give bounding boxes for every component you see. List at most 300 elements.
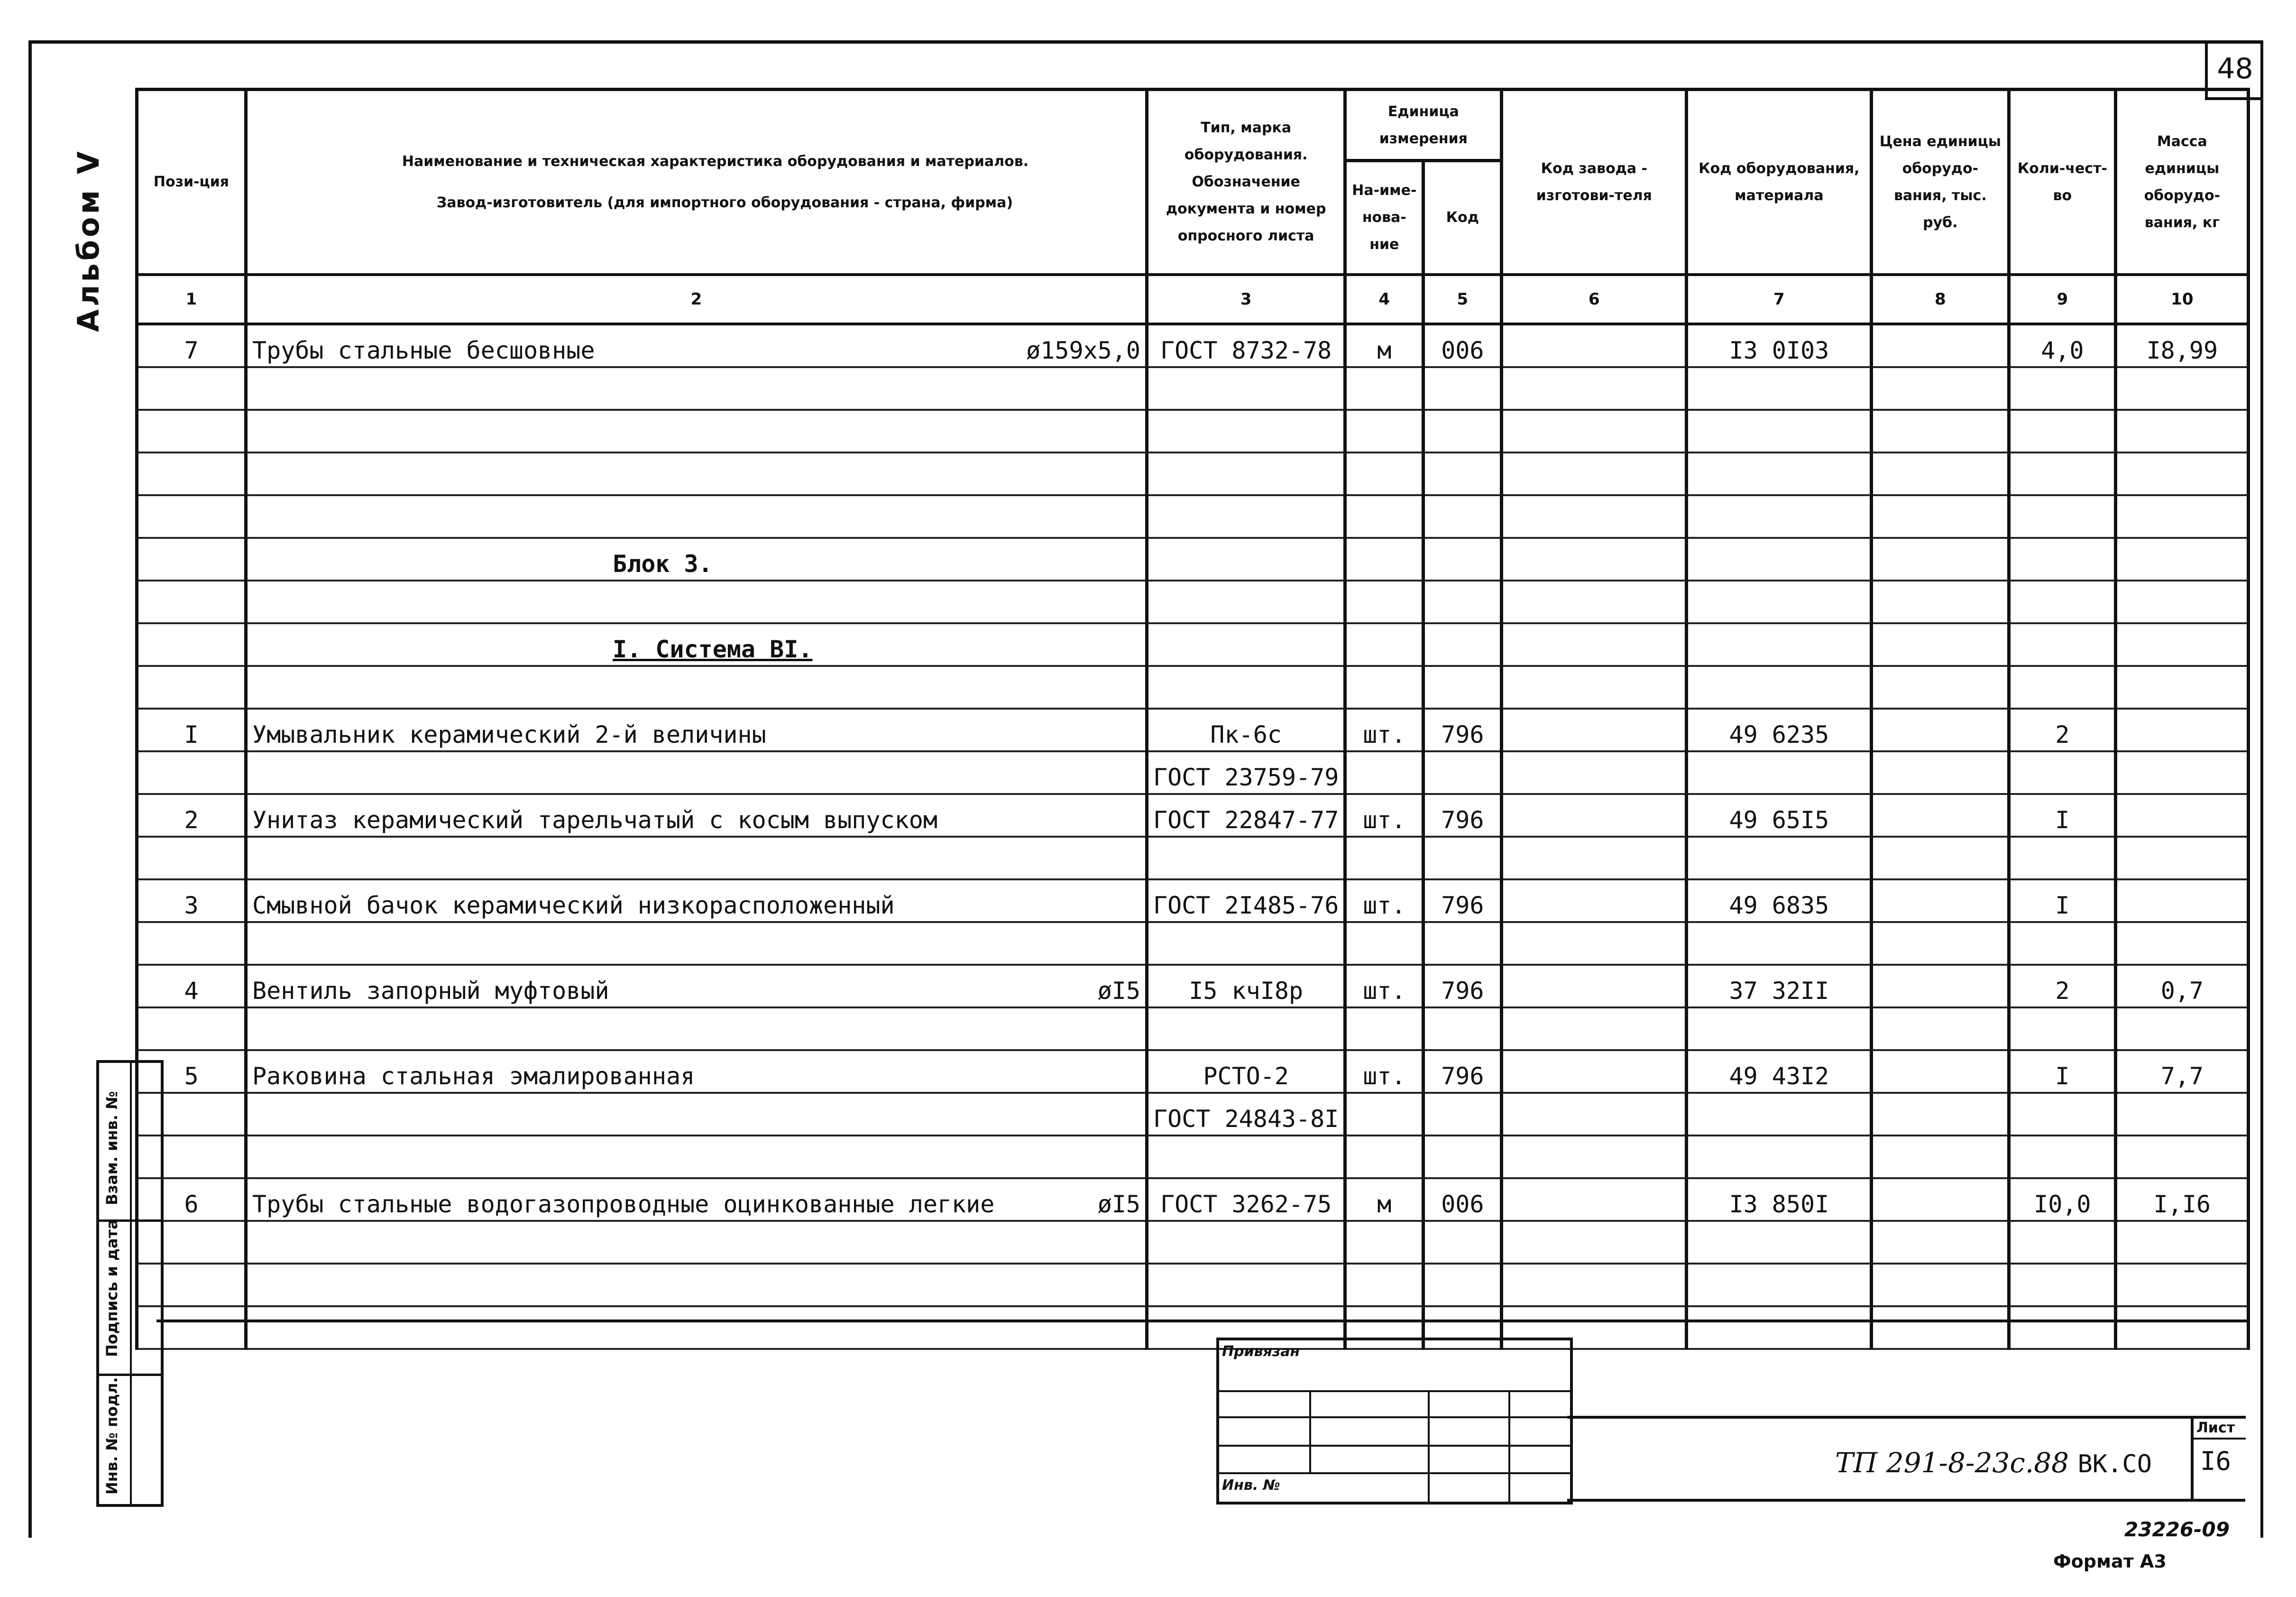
row-position: 4 — [137, 965, 246, 1007]
column-number: 4 — [1345, 275, 1424, 324]
row-factory-code — [1502, 410, 1687, 452]
table-row — [137, 538, 2249, 581]
table-row — [137, 837, 2249, 879]
row-mass — [2116, 410, 2249, 452]
row-price — [1872, 965, 2009, 1007]
row-unit-code: 796 — [1424, 794, 1502, 837]
table-row — [137, 879, 2249, 922]
row-unit: шт. — [1345, 794, 1424, 837]
row-factory-code — [1502, 879, 1687, 922]
row-position — [137, 538, 246, 581]
row-equipment-code: 49 43I2 — [1687, 1050, 1872, 1093]
row-name — [246, 965, 1147, 1007]
row-equipment-code: 37 32II — [1687, 965, 1872, 1007]
inv-no-label: Инв. № — [1222, 1477, 1280, 1494]
stamp-row-line — [1219, 1416, 1570, 1418]
row-factory-code — [1502, 452, 1687, 495]
row-name — [246, 623, 1147, 666]
table-row — [137, 581, 2249, 623]
row-mass: 0,7 — [2116, 965, 2249, 1007]
row-factory-code — [1502, 538, 1687, 581]
table-row — [137, 1264, 2249, 1306]
row-unit-code — [1424, 1007, 1502, 1050]
approval-sidebar — [96, 1060, 164, 1507]
column-number: 10 — [2116, 275, 2249, 324]
row-factory-code — [1502, 1135, 1687, 1178]
table-row — [137, 794, 2249, 837]
row-doc — [1147, 410, 1345, 452]
row-position — [137, 623, 246, 666]
row-factory-code — [1502, 751, 1687, 794]
row-unit-code — [1424, 581, 1502, 623]
row-name — [246, 1050, 1147, 1093]
specification-table-wrap — [135, 88, 2250, 1350]
row-factory-code — [1502, 1050, 1687, 1093]
header-unit-code: Код — [1424, 161, 1502, 275]
table-row — [137, 709, 2249, 751]
row-name — [246, 922, 1147, 965]
row-name — [246, 794, 1147, 837]
row-unit: м — [1345, 1178, 1424, 1221]
row-equipment-code — [1687, 922, 1872, 965]
row-doc — [1147, 452, 1345, 495]
row-unit-code — [1424, 1093, 1502, 1135]
row-price — [1872, 751, 2009, 794]
row-price — [1872, 1135, 2009, 1178]
row-doc — [1147, 922, 1345, 965]
row-position — [137, 581, 246, 623]
table-row — [137, 452, 2249, 495]
row-unit-code — [1424, 495, 1502, 538]
row-mass — [2116, 1007, 2249, 1050]
row-mass — [2116, 666, 2249, 709]
row-equipment-code — [1687, 1306, 1872, 1349]
row-name — [246, 751, 1147, 794]
table-row — [137, 922, 2249, 965]
row-doc: ГОСТ 8732-78 — [1147, 324, 1345, 367]
row-name — [246, 879, 1147, 922]
row-price — [1872, 538, 2009, 581]
row-equipment-code — [1687, 666, 1872, 709]
sidebar-divider — [130, 1063, 132, 1504]
row-unit-code — [1424, 410, 1502, 452]
row-name-text: Вентиль запорный муфтовый — [252, 977, 609, 1005]
row-equipment-code — [1687, 1221, 1872, 1264]
header-unit-price: Цена единицы оборудо-вания, тыс. руб. — [1872, 90, 2009, 275]
row-unit-code: 796 — [1424, 965, 1502, 1007]
row-doc — [1147, 837, 1345, 879]
row-quantity — [2009, 1221, 2116, 1264]
row-quantity — [2009, 1093, 2116, 1135]
row-mass — [2116, 1221, 2249, 1264]
column-number: 1 — [137, 275, 246, 324]
row-quantity — [2009, 1306, 2116, 1349]
row-unit-code: 796 — [1424, 879, 1502, 922]
row-equipment-code — [1687, 452, 1872, 495]
row-name-text: Трубы стальные бесшовные — [252, 336, 595, 364]
row-factory-code — [1502, 1178, 1687, 1221]
table-row — [137, 324, 2249, 367]
row-doc: I5 кчI8р — [1147, 965, 1345, 1007]
stamp-row-line — [1219, 1390, 1570, 1392]
row-price — [1872, 666, 2009, 709]
row-price — [1872, 922, 2009, 965]
row-mass — [2116, 922, 2249, 965]
sidebar-sign-date: Подпись и дата — [103, 1219, 121, 1357]
row-factory-code — [1502, 709, 1687, 751]
row-position: 2 — [137, 794, 246, 837]
row-unit-code: 006 — [1424, 1178, 1502, 1221]
row-unit — [1345, 1007, 1424, 1050]
row-quantity: 2 — [2009, 709, 2116, 751]
row-price — [1872, 1007, 2009, 1050]
row-quantity — [2009, 837, 2116, 879]
row-mass — [2116, 751, 2249, 794]
row-price — [1872, 1264, 2009, 1306]
row-unit — [1345, 623, 1424, 666]
row-equipment-code — [1687, 623, 1872, 666]
row-price — [1872, 623, 2009, 666]
table-row — [137, 1135, 2249, 1178]
stamp-col-line — [1508, 1390, 1510, 1502]
row-position: I — [137, 709, 246, 751]
row-name — [246, 1178, 1147, 1221]
row-name-text: Смывной бачок керамический низкорасположенный — [252, 891, 895, 919]
header-quantity: Коли-чест-во — [2009, 90, 2116, 275]
row-position — [137, 837, 246, 879]
title-block-stamp — [1216, 1338, 1573, 1505]
row-name-text: Трубы стальные водогазопроводные оцинкованные легкие — [252, 1190, 995, 1218]
row-unit-code — [1424, 666, 1502, 709]
row-unit — [1345, 581, 1424, 623]
table-row — [137, 1007, 2249, 1050]
row-price — [1872, 1221, 2009, 1264]
row-unit-code — [1424, 1264, 1502, 1306]
row-unit — [1345, 837, 1424, 879]
row-price — [1872, 367, 2009, 410]
row-equipment-code: 49 6835 — [1687, 879, 1872, 922]
row-equipment-code — [1687, 837, 1872, 879]
header-type-doc: Тип, марка оборудования. Обозначение документа и номер опросного листа — [1147, 90, 1345, 275]
row-price — [1872, 452, 2009, 495]
column-number: 8 — [1872, 275, 2009, 324]
table-row — [137, 965, 2249, 1007]
title-line — [1567, 1416, 2245, 1419]
title-line — [1567, 1499, 2245, 1502]
table-row — [137, 666, 2249, 709]
row-mass: I,I6 — [2116, 1178, 2249, 1221]
row-name — [246, 410, 1147, 452]
row-unit — [1345, 538, 1424, 581]
table-row — [137, 1093, 2249, 1135]
row-doc — [1147, 581, 1345, 623]
column-number: 2 — [246, 275, 1147, 324]
row-unit — [1345, 1093, 1424, 1135]
row-unit — [1345, 495, 1424, 538]
row-name — [246, 324, 1147, 367]
row-name-text: I. Система BI. — [613, 635, 813, 663]
row-unit — [1345, 1264, 1424, 1306]
row-quantity — [2009, 1264, 2116, 1306]
row-unit: шт. — [1345, 1050, 1424, 1093]
row-quantity — [2009, 452, 2116, 495]
row-unit-code — [1424, 922, 1502, 965]
row-position: 7 — [137, 324, 246, 367]
row-factory-code — [1502, 1221, 1687, 1264]
row-doc: РСТО-2 — [1147, 1050, 1345, 1093]
row-unit: шт. — [1345, 709, 1424, 751]
row-name — [246, 709, 1147, 751]
row-position — [137, 1007, 246, 1050]
archive-number: 23226-09 — [2124, 1518, 2230, 1541]
table-row — [137, 751, 2249, 794]
row-unit-code — [1424, 1221, 1502, 1264]
row-unit-code — [1424, 837, 1502, 879]
header-equipment-code: Код оборудования, материала — [1687, 90, 1872, 275]
page-number: 48 — [2205, 40, 2262, 100]
row-unit-code — [1424, 452, 1502, 495]
table-row — [137, 1221, 2249, 1264]
linked-label: Привязан — [1222, 1343, 1300, 1360]
row-name — [246, 495, 1147, 538]
row-mass — [2116, 1135, 2249, 1178]
table-bottom-line — [156, 1320, 2248, 1322]
album-label: Альбом V — [71, 148, 106, 332]
table-row — [137, 1306, 2249, 1349]
row-doc — [1147, 367, 1345, 410]
column-numbers-row — [137, 275, 2249, 324]
row-equipment-code — [1687, 367, 1872, 410]
row-unit — [1345, 1221, 1424, 1264]
row-mass — [2116, 581, 2249, 623]
row-position: 6 — [137, 1178, 246, 1221]
table-row — [137, 1050, 2249, 1093]
row-unit — [1345, 367, 1424, 410]
header-name — [246, 90, 1147, 275]
row-factory-code — [1502, 965, 1687, 1007]
row-quantity — [2009, 666, 2116, 709]
row-price — [1872, 879, 2009, 922]
row-unit — [1345, 666, 1424, 709]
row-unit-code: 796 — [1424, 1050, 1502, 1093]
row-quantity: 2 — [2009, 965, 2116, 1007]
row-unit-code: 006 — [1424, 324, 1502, 367]
row-position: 3 — [137, 879, 246, 922]
row-doc: ГОСТ 22847-77 — [1147, 794, 1345, 837]
row-mass — [2116, 495, 2249, 538]
row-mass — [2116, 879, 2249, 922]
row-equipment-code — [1687, 1264, 1872, 1306]
row-name — [246, 666, 1147, 709]
stamp-col-line — [1309, 1390, 1311, 1473]
row-dimension: ø159x5,0 — [1026, 336, 1140, 364]
header-unit-name: На-име-нова-ние — [1345, 161, 1424, 275]
column-number: 7 — [1687, 275, 1872, 324]
row-factory-code — [1502, 837, 1687, 879]
row-mass: 7,7 — [2116, 1050, 2249, 1093]
row-position — [137, 410, 246, 452]
row-quantity: I — [2009, 879, 2116, 922]
row-factory-code — [1502, 794, 1687, 837]
row-quantity — [2009, 751, 2116, 794]
stamp-row-line — [1219, 1472, 1570, 1474]
row-unit-code: 796 — [1424, 709, 1502, 751]
row-unit — [1345, 751, 1424, 794]
row-name-text: Унитаз керамический тарельчатый с косым выпуском — [252, 806, 937, 834]
row-equipment-code: 49 65I5 — [1687, 794, 1872, 837]
document-code-main: ТП 291-8-23с.88 — [1835, 1447, 2069, 1479]
column-number: 5 — [1424, 275, 1502, 324]
row-unit-code — [1424, 751, 1502, 794]
row-factory-code — [1502, 1093, 1687, 1135]
row-doc — [1147, 1264, 1345, 1306]
row-unit: шт. — [1345, 965, 1424, 1007]
row-quantity — [2009, 410, 2116, 452]
format-label: Формат А3 — [2053, 1551, 2167, 1572]
row-name — [246, 1007, 1147, 1050]
row-name — [246, 452, 1147, 495]
row-factory-code — [1502, 324, 1687, 367]
row-factory-code — [1502, 623, 1687, 666]
row-quantity — [2009, 538, 2116, 581]
row-equipment-code — [1687, 1135, 1872, 1178]
row-position — [137, 922, 246, 965]
row-price — [1872, 324, 2009, 367]
row-doc — [1147, 1221, 1345, 1264]
row-position — [137, 666, 246, 709]
row-quantity — [2009, 1135, 2116, 1178]
row-unit — [1345, 410, 1424, 452]
row-factory-code — [1502, 1007, 1687, 1050]
document-code-suffix: ВК.СО — [2077, 1450, 2152, 1478]
row-name-text: Раковина стальная эмалированная — [252, 1062, 695, 1090]
row-equipment-code — [1687, 1007, 1872, 1050]
row-mass — [2116, 623, 2249, 666]
row-position — [137, 452, 246, 495]
row-mass — [2116, 1093, 2249, 1135]
sheet-number: I6 — [2200, 1446, 2232, 1476]
row-name-text: Умывальник керамический 2-й величины — [252, 720, 766, 748]
row-mass — [2116, 709, 2249, 751]
row-price — [1872, 709, 2009, 751]
row-doc — [1147, 538, 1345, 581]
row-mass — [2116, 452, 2249, 495]
row-mass — [2116, 794, 2249, 837]
row-unit — [1345, 452, 1424, 495]
row-mass — [2116, 538, 2249, 581]
stamp-col-line — [1428, 1390, 1430, 1502]
stamp-row-line — [1219, 1445, 1570, 1447]
row-mass — [2116, 837, 2249, 879]
row-equipment-code — [1687, 410, 1872, 452]
row-name — [246, 1093, 1147, 1135]
row-price — [1872, 1178, 2009, 1221]
row-quantity: I0,0 — [2009, 1178, 2116, 1221]
row-mass — [2116, 1264, 2249, 1306]
row-unit — [1345, 1135, 1424, 1178]
row-quantity — [2009, 367, 2116, 410]
sheet-box — [2191, 1416, 2246, 1502]
row-price — [1872, 1050, 2009, 1093]
row-factory-code — [1502, 495, 1687, 538]
row-mass — [2116, 367, 2249, 410]
sheet-box-divider — [2194, 1438, 2246, 1440]
specification-table — [135, 88, 2250, 1350]
row-factory-code — [1502, 1264, 1687, 1306]
row-unit: м — [1345, 324, 1424, 367]
row-equipment-code — [1687, 495, 1872, 538]
row-name-text: Блок 3. — [613, 550, 713, 578]
row-unit-code — [1424, 367, 1502, 410]
row-factory-code — [1502, 581, 1687, 623]
row-price — [1872, 581, 2009, 623]
row-name — [246, 1221, 1147, 1264]
row-quantity — [2009, 495, 2116, 538]
row-quantity — [2009, 922, 2116, 965]
row-name — [246, 1264, 1147, 1306]
row-name — [246, 1135, 1147, 1178]
row-doc: ГОСТ 2I485-76 — [1147, 879, 1345, 922]
row-name — [246, 538, 1147, 581]
sidebar-inv-orig: Инв. № подл. — [103, 1377, 121, 1495]
row-equipment-code: I3 0I03 — [1687, 324, 1872, 367]
row-name — [246, 837, 1147, 879]
row-doc: ГОСТ 3262-75 — [1147, 1178, 1345, 1221]
row-name — [246, 367, 1147, 410]
header-name-line2: Завод-изготовитель (для импортного оборудования - страна, фирма) — [436, 194, 1013, 211]
row-doc — [1147, 666, 1345, 709]
sheet-label: Лист — [2196, 1420, 2235, 1436]
row-dimension: øI5 — [1097, 1190, 1140, 1218]
row-name — [246, 1306, 1147, 1349]
row-price — [1872, 837, 2009, 879]
row-position — [137, 495, 246, 538]
header-name-line1: Наименование и техническая характеристика оборудования и материалов. — [402, 153, 1029, 170]
row-position — [137, 751, 246, 794]
row-doc — [1147, 495, 1345, 538]
header-position: Пози-ция — [137, 90, 246, 275]
row-unit-code — [1424, 623, 1502, 666]
column-number: 9 — [2009, 275, 2116, 324]
table-row — [137, 495, 2249, 538]
row-price — [1872, 495, 2009, 538]
row-doc — [1147, 1007, 1345, 1050]
row-quantity: I — [2009, 1050, 2116, 1093]
row-doc: ГОСТ 24843-8I — [1147, 1093, 1345, 1135]
row-price — [1872, 1306, 2009, 1349]
row-factory-code — [1502, 922, 1687, 965]
row-doc: Пк-6с — [1147, 709, 1345, 751]
row-doc — [1147, 1135, 1345, 1178]
row-unit-code — [1424, 538, 1502, 581]
row-equipment-code: I3 850I — [1687, 1178, 1872, 1221]
header-unit-mass: Масса единицы оборудо-вания, кг — [2116, 90, 2249, 275]
row-unit — [1345, 922, 1424, 965]
table-row — [137, 623, 2249, 666]
row-factory-code — [1502, 367, 1687, 410]
row-price — [1872, 794, 2009, 837]
row-dimension: øI5 — [1097, 977, 1140, 1005]
column-number: 3 — [1147, 275, 1345, 324]
sidebar-inv-replace: Взам. инв. № — [103, 1091, 121, 1205]
column-number: 6 — [1502, 275, 1687, 324]
table-row — [137, 367, 2249, 410]
header-unit-group: Единица измерения — [1345, 90, 1502, 161]
row-position: 5 — [137, 1050, 246, 1093]
header-factory-code: Код завода - изготови-теля — [1502, 90, 1687, 275]
row-mass: I8,99 — [2116, 324, 2249, 367]
row-unit-code — [1424, 1135, 1502, 1178]
